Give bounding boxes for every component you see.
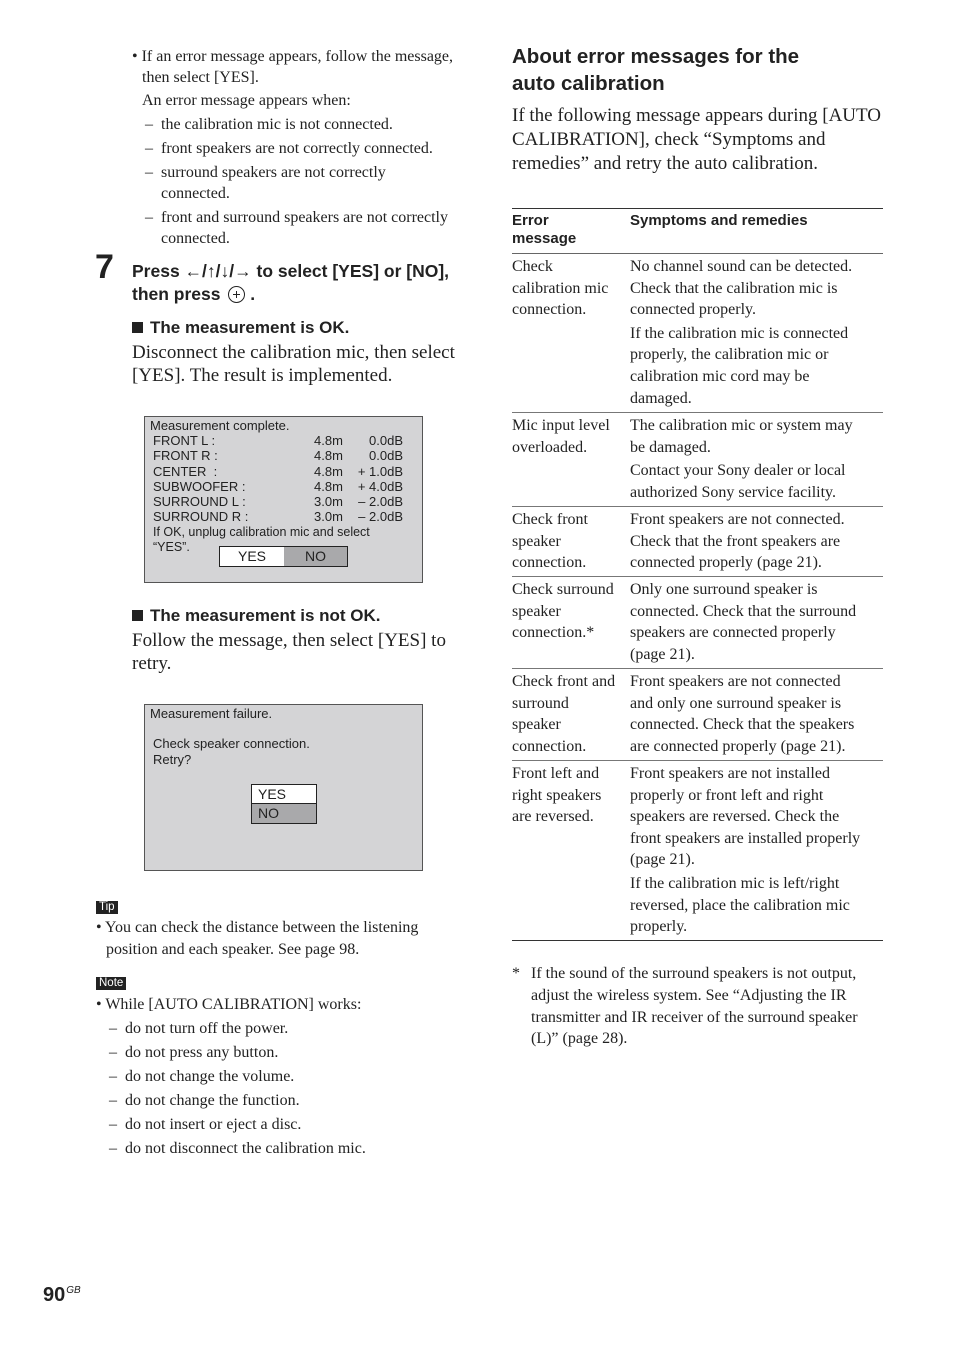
table-cell-line: right speakers [512, 786, 602, 804]
footnote-line: (L)” (page 28). [531, 1030, 628, 1047]
measurement-complete-screen [144, 416, 423, 583]
enter-button-icon [228, 286, 245, 303]
tip-badge: Tip [96, 901, 118, 914]
row-label: SURROUND R : [153, 509, 249, 524]
table-cell-line: speakers are reversed. Check the [630, 808, 840, 826]
note-badge: Note [96, 977, 126, 990]
tip-line1: • You can check the distance between the listening [96, 919, 419, 936]
table-top-rule [512, 208, 883, 209]
list-item-cont: connected. [161, 185, 230, 202]
row-distance: 4.8m [314, 448, 343, 463]
row-level: 0.0dB [369, 433, 403, 448]
table-cell-line: overloaded. [512, 438, 588, 456]
table-cell-line: Front speakers are not connected. [630, 511, 845, 528]
no-option[interactable]: NO [252, 804, 316, 823]
footnote-line: adjust the wireless system. See “Adjusting the IR [531, 987, 847, 1004]
table-cell-paragraph [630, 256, 885, 321]
table-cell-line: No channel sound can be detected. [630, 258, 853, 275]
tip-line2: position and each speaker. See page 98. [106, 941, 360, 958]
table-cell-line: connection. [512, 301, 587, 319]
table-cell-line: surround [512, 694, 569, 712]
square-bullet-icon [132, 610, 143, 621]
footnote-mark: * [512, 965, 520, 982]
table-cell-line: Mic input level [512, 417, 610, 434]
ok-line2: [YES]. The result is implemented. [132, 365, 393, 386]
table-cell-line: properly, the calibration mic or [630, 346, 829, 364]
table-cell-line: authorized Sony service facility. [630, 483, 836, 501]
table-cell-paragraph [630, 763, 885, 871]
table-cell-line: properly. [630, 918, 688, 936]
table-cell-line: speaker [512, 716, 561, 734]
table-cell-symptoms [630, 509, 885, 574]
square-bullet-icon [132, 322, 143, 333]
table-cell-line: If the calibration mic is connected [630, 324, 849, 342]
table-cell-line: (page 21). [630, 851, 695, 869]
table-header-rule [512, 253, 883, 254]
table-cell-line: damaged. [630, 389, 692, 407]
screen-message-line1: Check speaker connection. [153, 736, 310, 751]
row-level: + 1.0dB [357, 464, 403, 479]
row-distance: 3.0m [314, 509, 343, 524]
table-cell-error-message [512, 415, 624, 458]
intro-para-line2: CALIBRATION], check “Symptoms and [512, 129, 826, 150]
table-cell-line: connection. [512, 554, 587, 572]
measurement-failure-screen [144, 704, 423, 871]
table-row-rule [512, 576, 883, 577]
table-row-rule [512, 668, 883, 669]
table-cell-line: Check that the calibration mic is [630, 279, 838, 297]
table-cell-line: If the calibration mic is left/right [630, 874, 840, 892]
row-distance: 3.0m [314, 494, 343, 509]
screen-title: Measurement complete. [150, 418, 290, 433]
row-label: CENTER : [153, 464, 218, 479]
table-cell-line: connection.* [512, 624, 595, 642]
table-cell-line: Check [512, 258, 553, 275]
table-cell-symptoms [630, 671, 885, 757]
table-cell-line: (page 21). [630, 645, 695, 663]
yes-option[interactable]: YES [220, 547, 284, 566]
table-cell-line: properly or front left and right [630, 786, 824, 804]
row-level: 0.0dB [369, 448, 403, 463]
appears-when: An error message appears when: [142, 92, 351, 109]
table-row-rule [512, 412, 883, 413]
table-cell-line: Front speakers are not connected [630, 673, 841, 690]
row-label: SUBWOOFER : [153, 479, 246, 494]
table-cell-line: Contact your Sony dealer or local [630, 462, 846, 480]
screen-title: Measurement failure. [150, 706, 273, 721]
table-cell-line: Front left and [512, 765, 600, 782]
table-cell-line: are connected properly (page 21). [630, 737, 846, 755]
table-cell-line: speakers are connected properly [630, 624, 836, 642]
table-cell-paragraph [630, 671, 885, 757]
yes-no-selector[interactable] [251, 784, 317, 824]
intro-bullet-line2: then select [YES]. [142, 69, 259, 86]
table-cell-line: calibration mic [512, 279, 609, 297]
table-cell-paragraph [630, 460, 885, 503]
screen-prompt-line1: If OK, unplug calibration mic and select [153, 525, 370, 539]
table-cell-error-message [512, 509, 624, 574]
table-cell-paragraph [630, 579, 885, 665]
table-cell-line: be damaged. [630, 438, 711, 456]
yes-no-selector[interactable] [219, 546, 348, 567]
not-ok-line1: Follow the message, then select [YES] to [132, 630, 446, 651]
screen-message-line2: Retry? [153, 752, 192, 767]
row-label: FRONT L : [153, 433, 216, 448]
table-cell-line: are reversed. [512, 808, 594, 826]
row-label: SURROUND L : [153, 494, 246, 509]
table-cell-line: Check surround [512, 581, 614, 598]
section-heading-line1: About error messages for the [512, 45, 800, 68]
row-distance: 4.8m [314, 433, 343, 448]
table-cell-line: connected. Check that the speakers [630, 716, 855, 734]
table-cell-symptoms [630, 415, 885, 503]
table-cell-error-message [512, 579, 624, 644]
table-cell-line: The calibration mic or system may [630, 417, 853, 434]
screen-prompt-line2: “YES”. [153, 540, 190, 554]
table-cell-error-message [512, 671, 624, 757]
table-row-rule [512, 940, 883, 941]
section-heading-line2: auto calibration [512, 72, 665, 95]
table-cell-error-message [512, 256, 624, 321]
table-cell-paragraph [630, 873, 885, 938]
table-header-error: Error message [512, 212, 577, 247]
table-cell-line: Only one surround speaker is [630, 581, 818, 598]
table-cell-line: front speakers are installed properly [630, 829, 861, 847]
list-item-cont: connected. [161, 230, 230, 247]
table-cell-line: connected properly. [630, 301, 757, 319]
intro-para-line3: remedies” and retry the auto calibration. [512, 153, 818, 174]
row-level: + 4.0dB [357, 479, 403, 494]
footnote-line: If the sound of the surround speakers is not output, [531, 965, 857, 982]
row-label: FRONT R : [153, 448, 218, 463]
note-intro: • While [AUTO CALIBRATION] works: [96, 996, 362, 1013]
footnote-line: transmitter and IR receiver of the surround speaker [531, 1009, 858, 1026]
ok-heading: The measurement is OK. [132, 317, 349, 339]
step-number: 7 [95, 248, 114, 286]
table-cell-line: speaker [512, 602, 561, 620]
row-level: – 2.0dB [358, 509, 403, 524]
table-row-rule [512, 506, 883, 507]
table-cell-symptoms [630, 763, 885, 938]
table-cell-paragraph [630, 415, 885, 458]
table-cell-line: Check front and [512, 673, 616, 690]
intro-bullet-line1: • If an error message appears, follow the message, [132, 48, 454, 65]
table-cell-line: connected properly (page 21). [630, 554, 822, 572]
table-cell-line: speaker [512, 532, 561, 550]
table-cell-symptoms [630, 256, 885, 409]
row-level: – 2.0dB [358, 494, 403, 509]
table-row-rule [512, 760, 883, 761]
row-distance: 4.8m [314, 464, 343, 479]
not-ok-heading: The measurement is not OK. [132, 605, 381, 627]
table-cell-line: Check that the front speakers are [630, 532, 841, 550]
row-distance: 4.8m [314, 479, 343, 494]
intro-para-line1: If the following message appears during [AUTO [512, 105, 881, 126]
table-cell-line: connected. Check that the surround [630, 602, 857, 620]
table-cell-line: reversed, place the calibration mic [630, 896, 850, 914]
step-instruction-line1: Press ←/↑/↓/→ to select [YES] or [NO], [132, 261, 450, 281]
table-cell-line: calibration mic cord may be [630, 367, 810, 385]
table-cell-symptoms [630, 579, 885, 665]
page-number: $90^{GB}$ [43, 1284, 81, 1306]
ok-line1: Disconnect the calibration mic, then select [132, 342, 455, 363]
step-instruction-line2: then press . [132, 284, 256, 304]
table-cell-error-message [512, 763, 624, 828]
not-ok-line2: retry. [132, 653, 172, 674]
table-cell-line: Check front [512, 511, 588, 528]
table-cell-line: connection. [512, 737, 587, 755]
table-cell-paragraph [630, 509, 885, 574]
no-option[interactable]: NO [284, 547, 347, 566]
table-header-symptoms: Symptoms and remedies [630, 212, 808, 229]
table-cell-line: and only one surround speaker is [630, 694, 842, 712]
yes-option[interactable]: YES [252, 785, 316, 804]
table-cell-line: Front speakers are not installed [630, 765, 830, 782]
table-cell-paragraph [630, 323, 885, 409]
